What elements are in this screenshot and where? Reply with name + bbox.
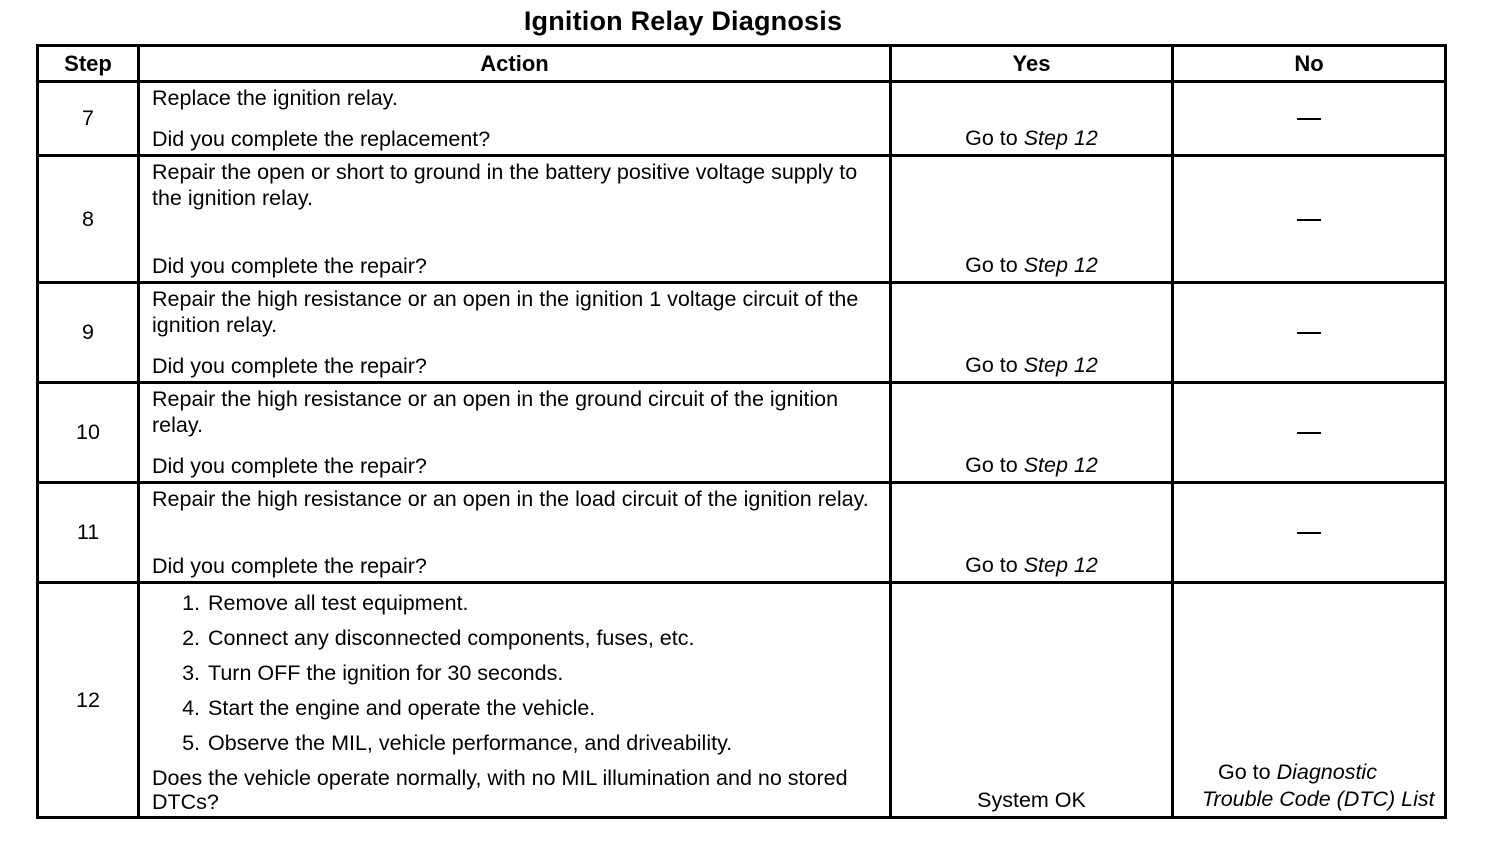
no-prefix: Go to	[1218, 760, 1277, 784]
header-step: Step	[38, 46, 139, 82]
step-number: 8	[38, 156, 139, 283]
action-question: Did you complete the repair?	[152, 254, 427, 278]
yes-cell	[891, 583, 1173, 818]
yes-prefix: Go to	[965, 253, 1024, 277]
step-link[interactable]: Step 12	[1023, 253, 1098, 277]
header-no: No	[1173, 46, 1446, 82]
header-yes: Yes	[891, 46, 1173, 82]
yes-answer[interactable]	[892, 553, 1171, 578]
no-cell	[1173, 82, 1446, 156]
yes-cell	[891, 483, 1173, 583]
step-link[interactable]: Step 12	[1023, 126, 1098, 150]
action-instruction: Repair the open or short to ground in the battery positive voltage supply to the ignition relay.	[152, 160, 858, 210]
action-question: Did you complete the replacement?	[152, 127, 491, 151]
action-instruction: Repair the high resistance or an open in the load circuit of the ignition relay.	[152, 487, 869, 511]
no-cell	[1173, 483, 1446, 583]
table-row	[38, 583, 1446, 818]
no-answer-dash	[1297, 432, 1321, 434]
action-instruction: Replace the ignition relay.	[152, 86, 398, 110]
step-number: 7	[38, 82, 139, 156]
yes-prefix: Go to	[965, 353, 1024, 377]
header-action: Action	[139, 46, 891, 82]
yes-answer[interactable]	[892, 353, 1171, 378]
action-question: Did you complete the repair?	[152, 454, 427, 478]
yes-cell	[891, 283, 1173, 383]
yes-prefix: Go to	[965, 126, 1024, 150]
table-row	[38, 82, 1446, 156]
no-answer-dash	[1297, 532, 1321, 534]
action-question: Does the vehicle operate normally, with no MIL illumination and no stored DTCs?	[152, 766, 848, 814]
table-row	[38, 156, 1446, 283]
yes-answer[interactable]	[892, 453, 1171, 478]
action-cell	[139, 483, 891, 583]
action-instruction: Repair the high resistance or an open in the ignition 1 voltage circuit of the ignition relay.	[152, 287, 859, 337]
step-link[interactable]: Step 12	[1023, 553, 1098, 577]
action-instruction: Repair the high resistance or an open in the ground circuit of the ignition relay.	[152, 387, 839, 437]
list-item: 1. Remove all test equipment.	[206, 586, 877, 621]
list-item: 4. Start the engine and operate the vehicle.	[206, 691, 877, 726]
no-answer-dash	[1297, 118, 1321, 120]
list-item: 5. Observe the MIL, vehicle performance, and driveability.	[206, 726, 877, 761]
step-number: 9	[38, 283, 139, 383]
yes-answer[interactable]	[892, 253, 1171, 278]
yes-answer: System OK	[977, 788, 1086, 812]
yes-prefix: Go to	[965, 553, 1024, 577]
procedure-list	[152, 586, 877, 761]
dtc-list-link[interactable]: Diagnostic Trouble Code (DTC) List	[1202, 760, 1435, 811]
no-cell	[1173, 156, 1446, 283]
table-row	[38, 283, 1446, 383]
list-item: 3. Turn OFF the ignition for 30 seconds.	[206, 656, 877, 691]
yes-cell	[891, 383, 1173, 483]
no-answer[interactable]	[1202, 759, 1438, 813]
step-number: 11	[38, 483, 139, 583]
table-row	[38, 483, 1446, 583]
no-cell	[1173, 583, 1446, 818]
action-cell	[139, 82, 891, 156]
yes-cell	[891, 82, 1173, 156]
table-header-row	[38, 46, 1446, 82]
action-cell	[139, 156, 891, 283]
action-cell	[139, 383, 891, 483]
no-answer-dash	[1297, 332, 1321, 334]
step-link[interactable]: Step 12	[1023, 453, 1098, 477]
diagnosis-table	[36, 44, 1447, 819]
step-link[interactable]: Step 12	[1023, 353, 1098, 377]
table-row	[38, 383, 1446, 483]
action-question: Did you complete the repair?	[152, 354, 427, 378]
no-answer-dash	[1297, 219, 1321, 221]
action-cell	[139, 283, 891, 383]
yes-cell	[891, 156, 1173, 283]
yes-prefix: Go to	[965, 453, 1024, 477]
list-item: 2. Connect any disconnected components, fuses, etc.	[206, 621, 877, 656]
action-cell	[139, 583, 891, 818]
yes-answer[interactable]	[892, 126, 1171, 151]
no-cell	[1173, 283, 1446, 383]
no-cell	[1173, 383, 1446, 483]
action-question: Did you complete the repair?	[152, 554, 427, 578]
step-number: 10	[38, 383, 139, 483]
page-title: Ignition Relay Diagnosis	[523, 6, 843, 36]
step-number: 12	[38, 583, 139, 818]
